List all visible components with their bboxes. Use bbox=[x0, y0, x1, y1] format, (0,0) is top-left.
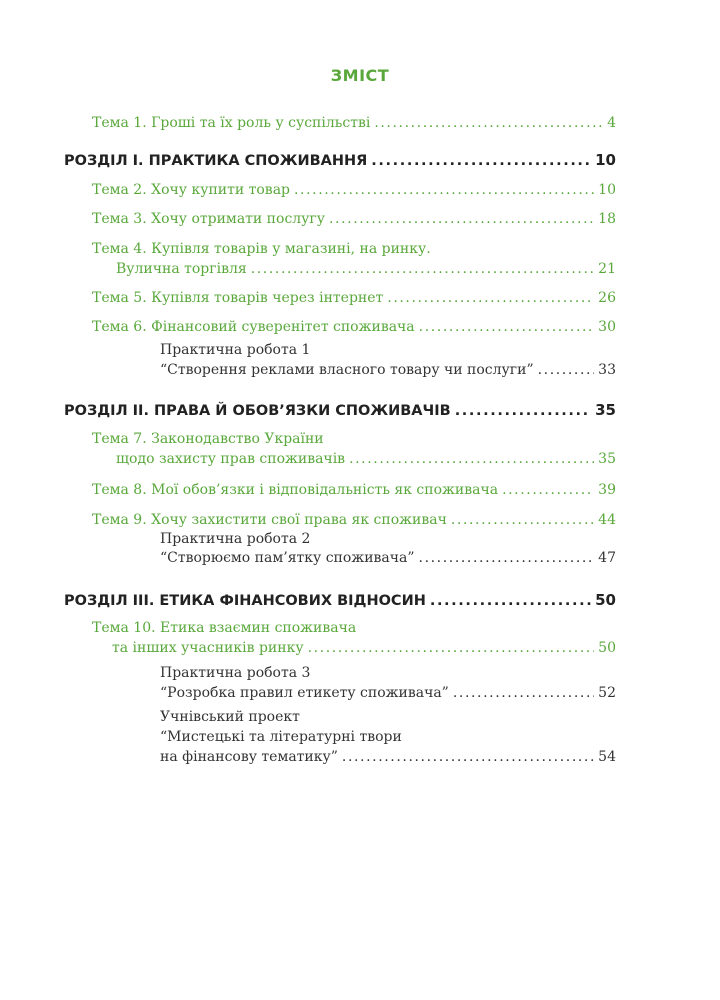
toc-entry-practice-2[interactable] bbox=[160, 549, 616, 567]
toc-entry-topic-3[interactable] bbox=[92, 210, 616, 228]
page-title: ЗМІСТ bbox=[330, 66, 390, 85]
toc-entry-project-line-1[interactable]: Учнівський проект bbox=[160, 709, 300, 725]
entry-page-number: 54 bbox=[598, 749, 616, 765]
entry-title: Тема 3. Хочу отримати послугу bbox=[92, 211, 325, 227]
dot-leader bbox=[342, 748, 594, 766]
entry-title: та інших учасників ринку bbox=[112, 640, 304, 656]
toc-entry-topic-7-line-1[interactable]: Тема 7. Законодавство України bbox=[92, 431, 324, 447]
section-title: РОЗДІЛ І. ПРАКТИКА СПОЖИВАННЯ bbox=[64, 153, 368, 169]
entry-title: Тема 2. Хочу купити товар bbox=[92, 182, 290, 198]
dot-leader bbox=[387, 289, 594, 307]
dot-leader bbox=[451, 511, 594, 529]
entry-page-number: 44 bbox=[598, 512, 616, 528]
toc-entry-topic-7[interactable] bbox=[116, 450, 616, 468]
toc-entry-topic-10-line-1[interactable]: Тема 10. Етика взаємин споживача bbox=[92, 620, 357, 636]
entry-title: Тема 8. Мої обов’язки і відповідальність як споживача bbox=[92, 482, 499, 498]
entry-title: “Створюємо пам’ятку споживача” bbox=[160, 550, 415, 566]
entry-page-number: 33 bbox=[598, 362, 616, 378]
entry-title: Тема 1. Гроші та їх роль у суспільстві bbox=[92, 115, 371, 131]
entry-page-number: 39 bbox=[598, 482, 616, 498]
toc-entry-topic-6[interactable] bbox=[92, 318, 616, 336]
dot-leader bbox=[371, 152, 591, 170]
section-title: РОЗДІЛ ІІ. ПРАВА Й ОБОВ’ЯЗКИ СПОЖИВАЧІВ bbox=[64, 403, 451, 419]
dot-leader bbox=[538, 361, 595, 379]
section-page-number: 10 bbox=[595, 151, 616, 169]
entry-page-number: 47 bbox=[598, 550, 616, 566]
entry-title: Вулична торгівля bbox=[116, 261, 247, 277]
toc-entry-topic-4[interactable] bbox=[116, 260, 616, 278]
entry-title: “Розробка правил етикету споживача” bbox=[160, 685, 449, 701]
dot-leader bbox=[251, 260, 594, 278]
toc-entry-project[interactable] bbox=[160, 748, 616, 766]
dot-leader bbox=[349, 450, 594, 468]
entry-title: Тема 5. Купівля товарів через інтернет bbox=[92, 290, 384, 306]
entry-page-number: 30 bbox=[598, 319, 616, 335]
toc-section-3[interactable] bbox=[64, 591, 616, 610]
entry-title: щодо захисту прав споживачів bbox=[116, 451, 346, 467]
toc-entry-practice-1[interactable] bbox=[160, 361, 616, 379]
entry-page-number: 10 bbox=[598, 182, 616, 198]
entry-page-number: 26 bbox=[598, 290, 616, 306]
dot-leader bbox=[419, 549, 595, 567]
entry-title: Тема 6. Фінансовий суверенітет споживача bbox=[92, 319, 415, 335]
section-title: РОЗДІЛ ІІІ. ЕТИКА ФІНАНСОВИХ ВІДНОСИН bbox=[64, 593, 426, 609]
dot-leader bbox=[455, 402, 591, 420]
entry-page-number: 52 bbox=[598, 685, 616, 701]
toc-entry-practice-2-line-1[interactable]: Практична робота 2 bbox=[160, 531, 311, 547]
dot-leader bbox=[329, 210, 594, 228]
toc-entry-topic-1[interactable] bbox=[92, 114, 616, 132]
toc-entry-topic-10[interactable] bbox=[112, 639, 616, 657]
dot-leader bbox=[308, 639, 595, 657]
dot-leader bbox=[294, 181, 594, 199]
toc-entry-topic-9[interactable] bbox=[92, 511, 616, 529]
toc-entry-topic-4-line-1[interactable]: Тема 4. Купівля товарів у магазині, на ринку. bbox=[92, 241, 431, 257]
toc-entry-topic-5[interactable] bbox=[92, 289, 616, 307]
toc-entry-project-line-2[interactable]: “Мистецькі та літературні твори bbox=[160, 729, 402, 745]
entry-page-number: 21 bbox=[598, 261, 616, 277]
dot-leader bbox=[430, 592, 591, 610]
entry-page-number: 35 bbox=[598, 451, 616, 467]
toc-entry-topic-2[interactable] bbox=[92, 181, 616, 199]
section-page-number: 50 bbox=[595, 591, 616, 609]
toc-entry-practice-3-line-1[interactable]: Практична робота 3 bbox=[160, 665, 311, 681]
toc-entry-practice-1-line-1[interactable]: Практична робота 1 bbox=[160, 342, 311, 358]
section-page-number: 35 bbox=[595, 401, 616, 419]
dot-leader bbox=[453, 684, 594, 702]
entry-title: “Створення реклами власного товару чи послуги” bbox=[160, 362, 534, 378]
dot-leader bbox=[419, 318, 595, 336]
entry-page-number: 18 bbox=[598, 211, 616, 227]
toc-section-1[interactable] bbox=[64, 151, 616, 170]
toc-section-2[interactable] bbox=[64, 401, 616, 420]
entry-page-number: 4 bbox=[607, 115, 616, 131]
toc-entry-practice-3[interactable] bbox=[160, 684, 616, 702]
dot-leader bbox=[502, 481, 594, 499]
entry-title: на фінансову тематику” bbox=[160, 749, 338, 765]
toc-entry-topic-8[interactable] bbox=[92, 481, 616, 499]
dot-leader bbox=[374, 114, 603, 132]
entry-title: Тема 9. Хочу захистити свої права як споживач bbox=[92, 512, 447, 528]
entry-page-number: 50 bbox=[598, 640, 616, 656]
